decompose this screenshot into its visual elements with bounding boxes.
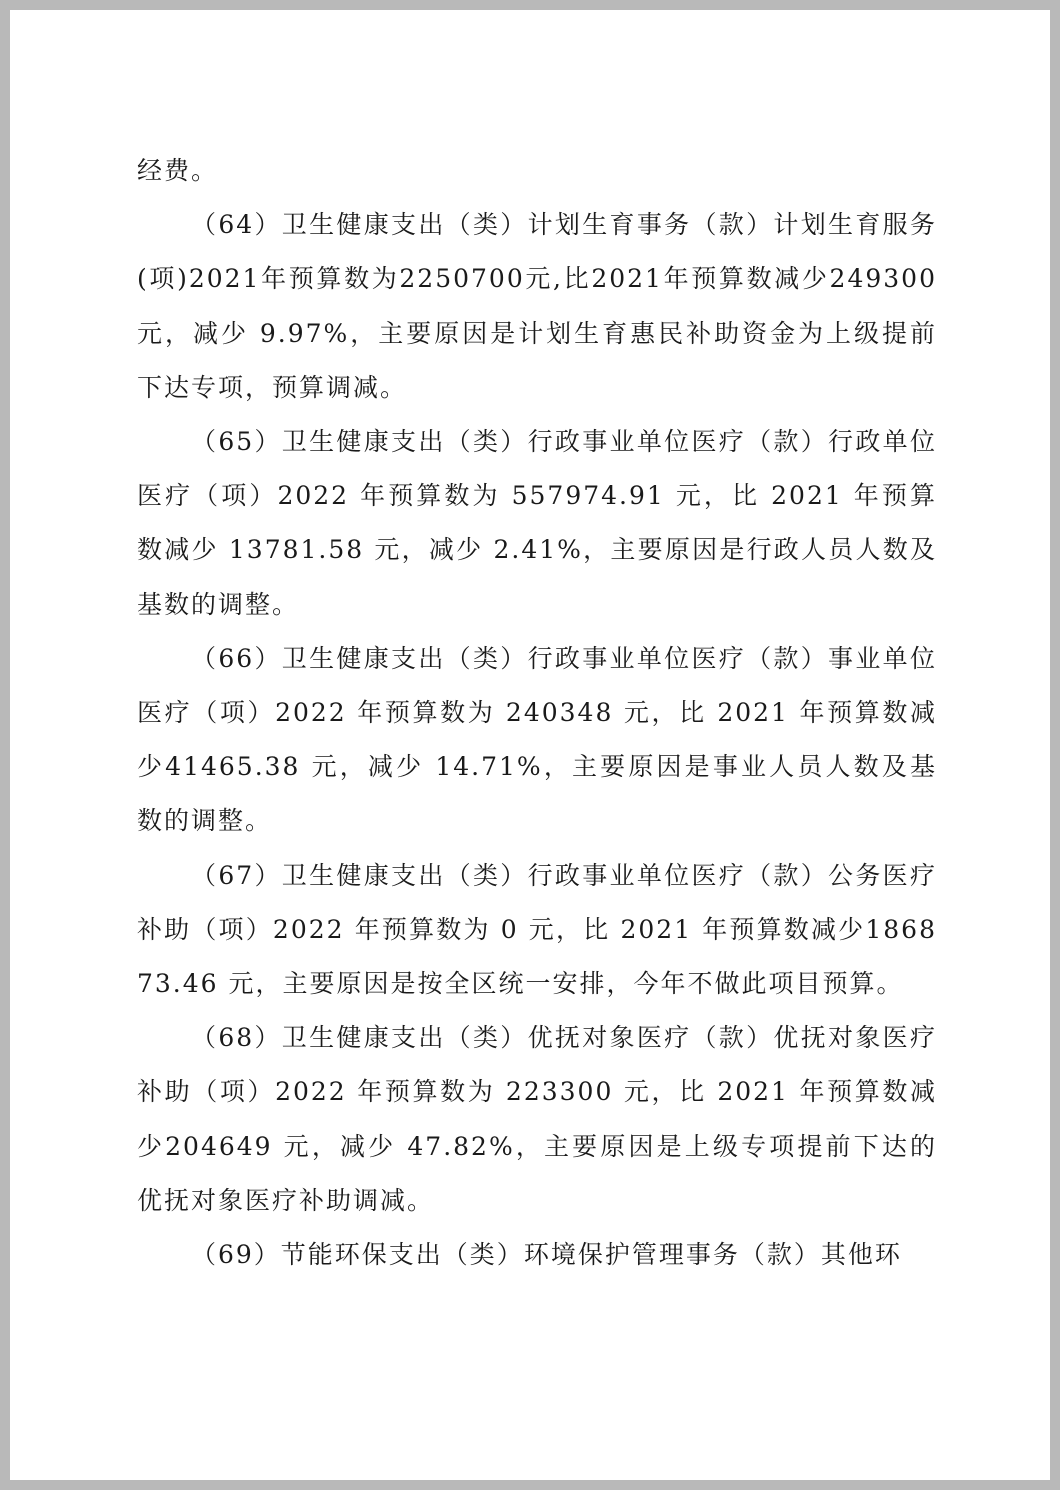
paragraph-item-68: （68）卫生健康支出（类）优抚对象医疗（款）优抚对象医疗补助（项）2022 年预算数为 223300 元，比 2021 年预算数减少204649 元，减少 47.82%，主要原因是上级专项提前下达的优抚对象医疗补助调减。 (137, 1023, 937, 1215)
paragraph-item-65: （65）卫生健康支出（类）行政事业单位医疗（款）行政单位医疗（项）2022 年预算数为 557974.91 元，比 2021 年预算数减少 13781.58 元，减少 2.41%，主要原因是行政人员人数及基数的调整。 (137, 427, 937, 619)
paragraph-continuation: 经费。 (137, 156, 219, 185)
document-page (10, 10, 1050, 1480)
document-body (137, 144, 937, 1282)
paragraph-item-67: （67）卫生健康支出（类）行政事业单位医疗（款）公务医疗补助（项）2022 年预算数为 0 元，比 2021 年预算数减少186873.46 元，主要原因是按全区统一安排，今年不做此项目预算。 (137, 860, 937, 999)
paragraph-item-66: （66）卫生健康支出（类）行政事业单位医疗（款）事业单位医疗（项）2022 年预算数为 240348 元，比 2021 年预算数减少41465.38 元，减少 14.71%，主要原因是事业人员人数及基数的调整。 (137, 643, 937, 836)
paragraph-item-64: （64）卫生健康支出（类）计划生育事务（款）计划生育服务(项)2021年预算数为2250700元,比2021年预算数减少249300元，减少 9.97%，主要原因是计划生育惠民补助资金为上级提前下达专项，预算调减。 (137, 210, 937, 402)
paragraph-item-69: （69）节能环保支出（类）环境保护管理事务（款）其他环 (191, 1240, 902, 1270)
